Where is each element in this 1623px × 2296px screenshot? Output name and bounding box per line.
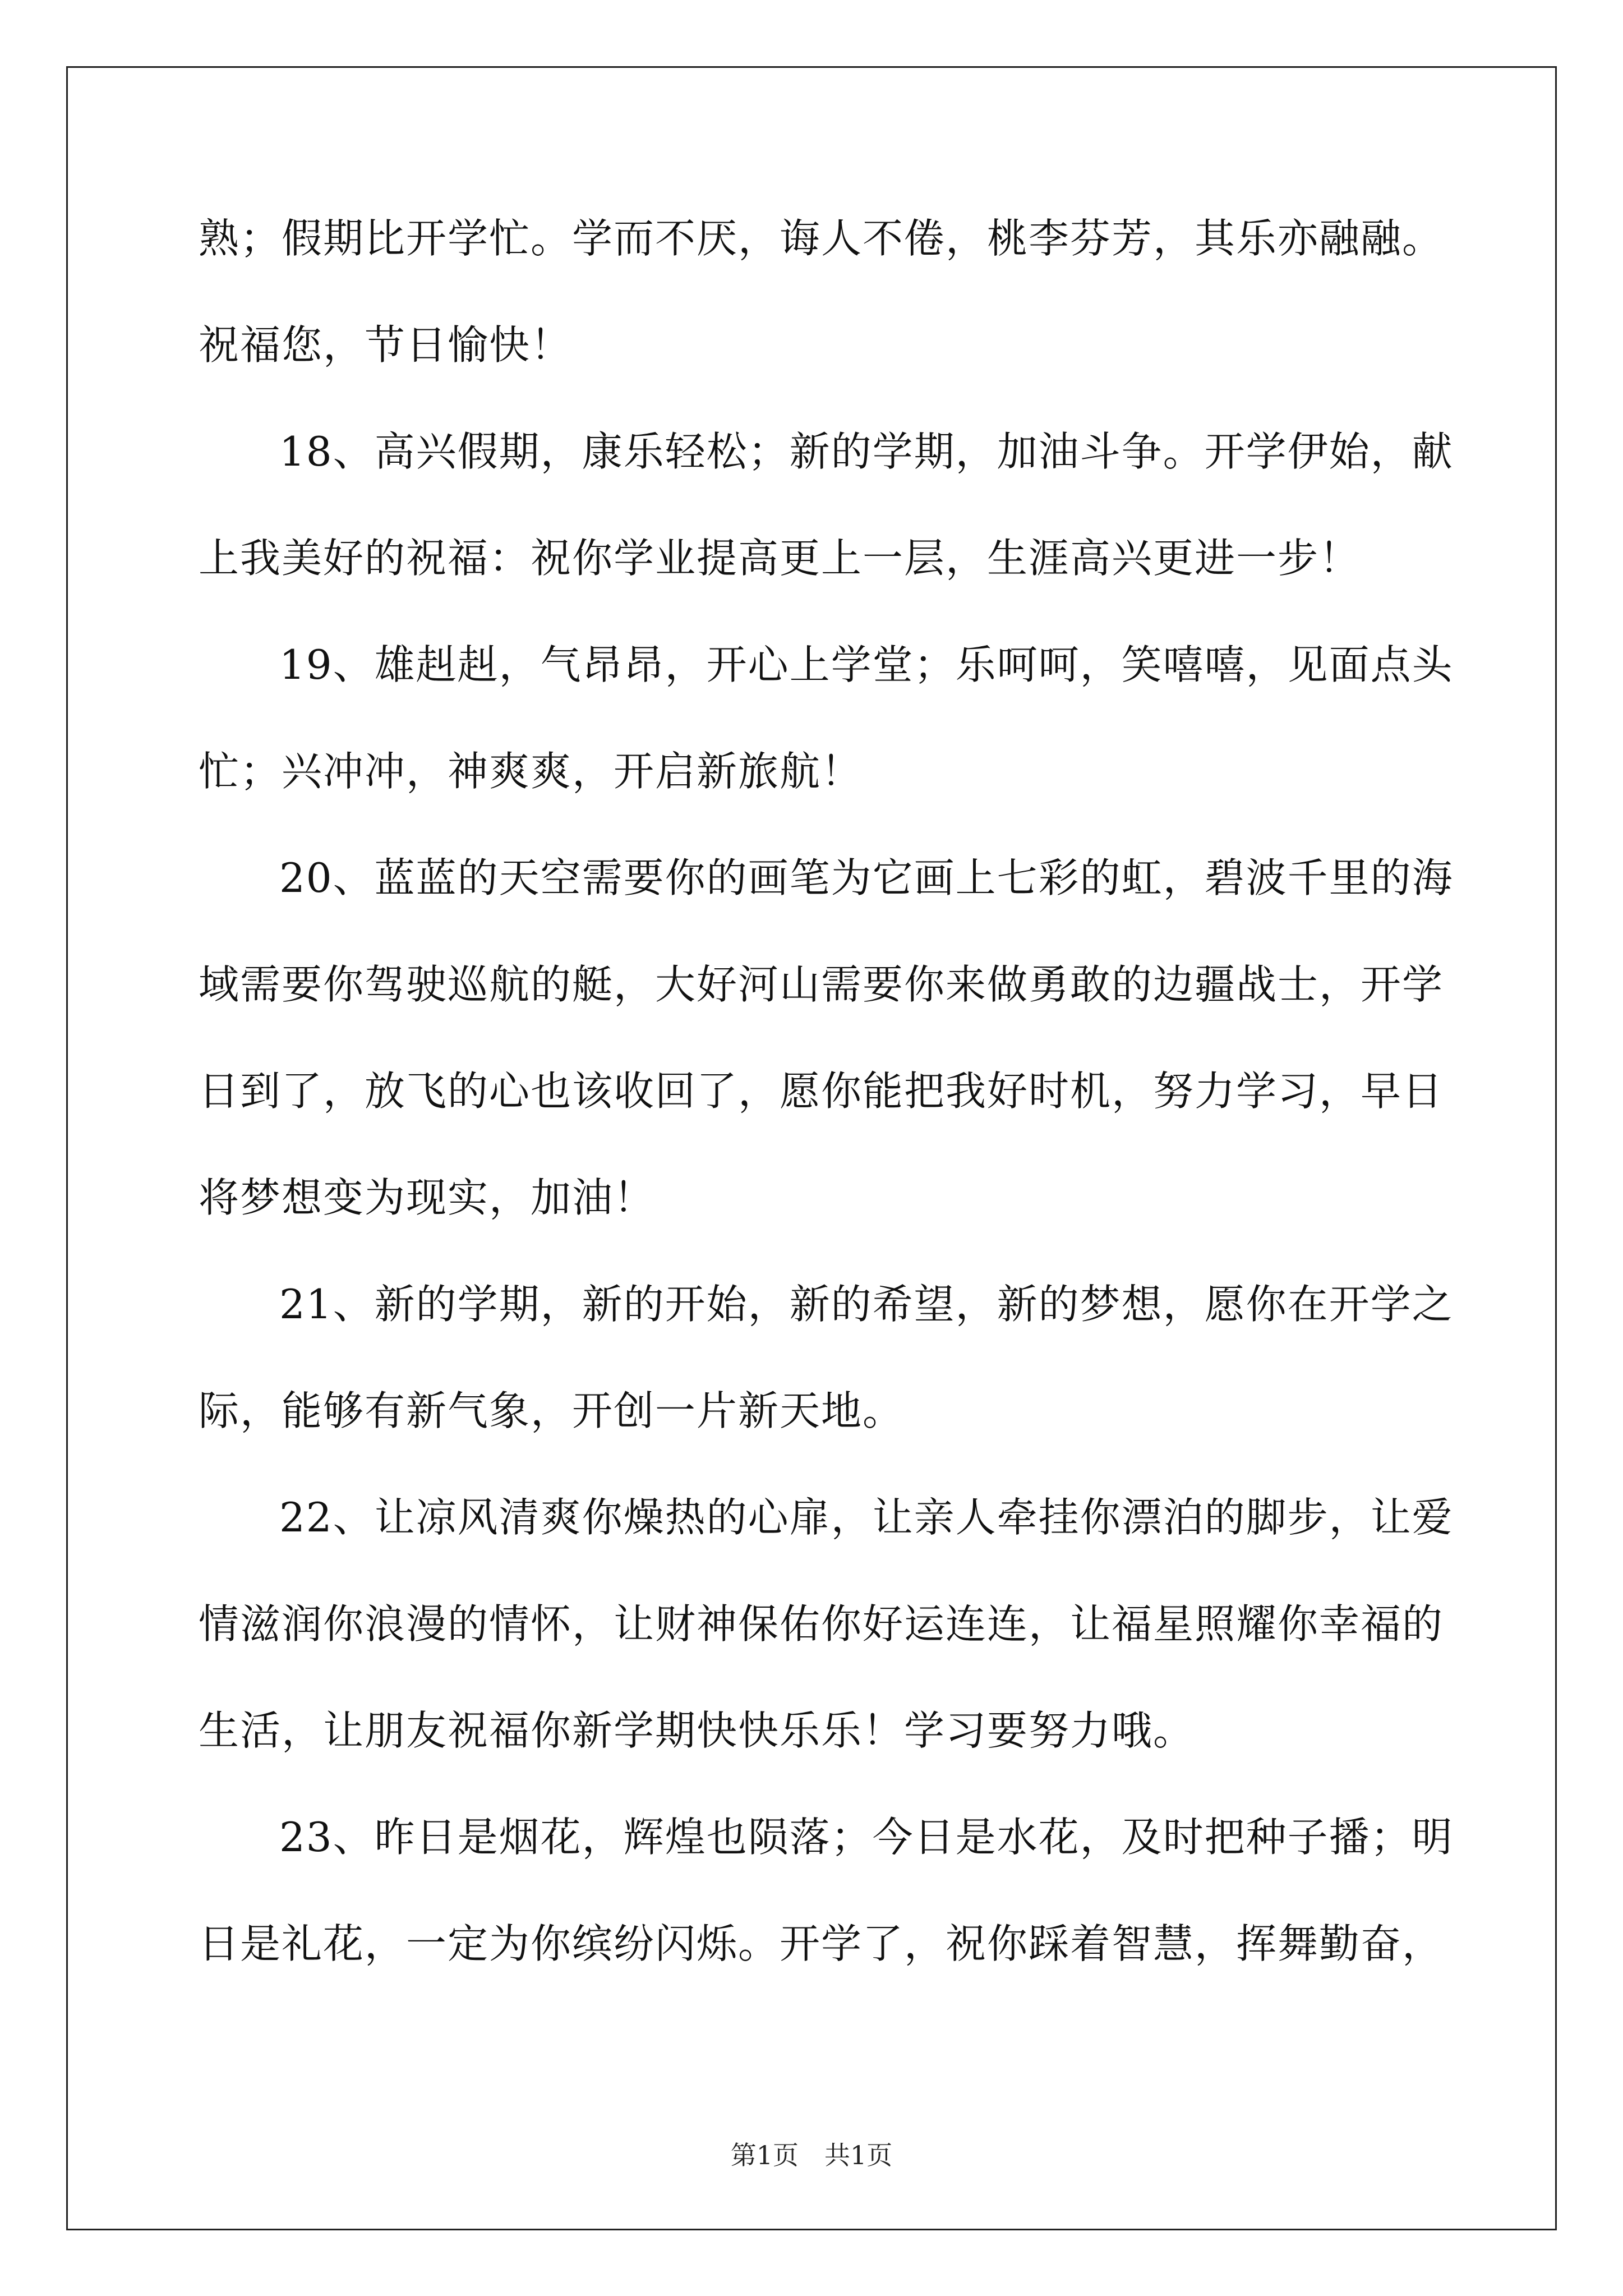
paragraph-20-line-1: 20、蓝蓝的天空需要你的画笔为它画上七彩的虹，碧波千里的海 (279, 854, 1454, 901)
paragraph-21-line-2: 际，能够有新气象，开创一片新天地。 (199, 1387, 905, 1434)
paragraph-19-line-2: 忙；兴冲冲，神爽爽，开启新旅航！ (199, 748, 863, 795)
paragraph-18-line-1: 18、高兴假期，康乐轻松；新的学期，加油斗争。开学伊始，献 (279, 428, 1454, 475)
paragraph-23-line-1: 23、昨日是烟花，辉煌也陨落；今日是水花，及时把种子播；明 (279, 1814, 1454, 1861)
paragraph-20-line-3: 日到了，放飞的心也该收回了，愿你能把我好时机，努力学习，早日 (199, 1068, 1444, 1115)
paragraph-18-line-2: 上我美好的祝福：祝你学业提高更上一层，生涯高兴更进一步！ (199, 535, 1361, 582)
paragraph-20-line-2: 域需要你驾驶巡航的艇，大好河山需要你来做勇敢的边疆战士，开学 (199, 961, 1444, 1008)
text-line: 熟；假期比开学忙。学而不厌，诲人不倦，桃李芬芳，其乐亦融融。 (199, 215, 1444, 262)
paragraph-19-line-1: 19、雄赳赳，气昂昂，开心上学堂；乐呵呵，笑嘻嘻，见面点头 (279, 641, 1454, 688)
paragraph-22-line-2: 情滋润你浪漫的情怀，让财神保佑你好运连连，让福星照耀你幸福的 (199, 1600, 1444, 1648)
paragraph-22-line-3: 生活，让朋友祝福你新学期快快乐乐！学习要努力哦。 (199, 1707, 1195, 1754)
paragraph-22-line-1: 22、让凉风清爽你燥热的心扉，让亲人牵挂你漂泊的脚步，让爱 (279, 1494, 1454, 1541)
document-body (199, 208, 1454, 2019)
paragraph-20-line-4: 将梦想变为现实，加油！ (199, 1174, 656, 1221)
paragraph-23-line-2: 日是礼花，一定为你缤纷闪烁。开学了，祝你踩着智慧，挥舞勤奋， (199, 1920, 1444, 1967)
text-line: 祝福您，节日愉快！ (199, 321, 573, 369)
paragraph-21-line-1: 21、新的学期，新的开始，新的希望，新的梦想，愿你在开学之 (279, 1281, 1454, 1328)
page-number-footer: 第1页 共1页 (730, 2140, 893, 2170)
